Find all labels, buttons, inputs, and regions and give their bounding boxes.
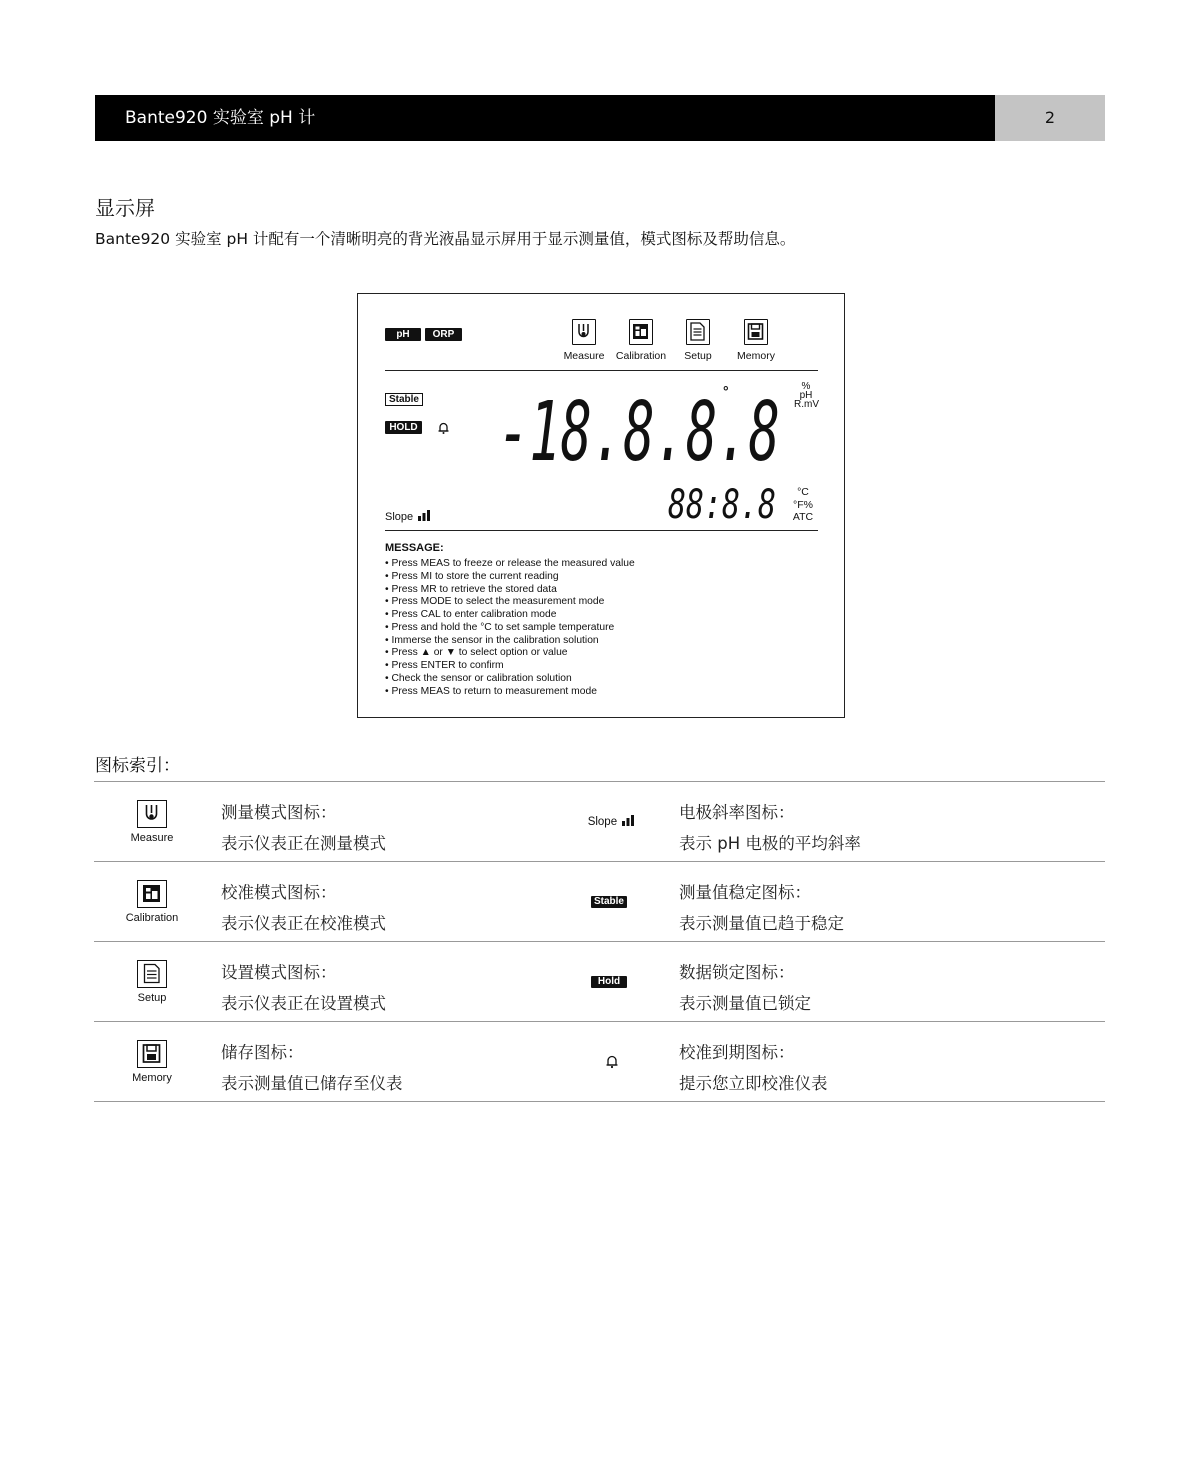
slope-label: Slope xyxy=(587,816,618,828)
table-row xyxy=(94,941,1105,1021)
header-bar xyxy=(95,95,995,141)
table-row xyxy=(94,781,1105,861)
memory-label: Memory xyxy=(132,1072,172,1084)
stable-title: 测量值稳定图标： xyxy=(679,883,811,902)
calibration-due-bell-icon xyxy=(605,1054,619,1069)
section-title: 显示屏 xyxy=(95,196,155,220)
memory-description xyxy=(221,1037,403,1099)
calibration-title: 校准模式图标： xyxy=(221,883,337,902)
index-setup-cell xyxy=(94,942,210,1021)
message-item: • Press MEAS to return to measurement mode xyxy=(385,685,597,697)
unit-percent: % xyxy=(801,381,811,392)
bell-description xyxy=(679,1037,828,1099)
message-item: • Press MR to retrieve the stored data xyxy=(385,583,557,595)
measure-label: Measure xyxy=(563,350,605,362)
stable-text: 表示测量值已趋于稳定 xyxy=(679,914,844,933)
measure-icon xyxy=(137,800,167,828)
unit-celsius: °C xyxy=(797,486,809,498)
bell-text: 提示您立即校准仪表 xyxy=(679,1074,828,1093)
setup-icon xyxy=(137,960,167,988)
slope-title: 电极斜率图标： xyxy=(679,803,795,822)
icon-index-table xyxy=(94,781,1105,1102)
page-number: 2 xyxy=(995,95,1105,141)
setup-title: 设置模式图标： xyxy=(221,963,337,982)
index-stable-cell xyxy=(554,862,670,941)
ph-mode-chip: pH xyxy=(385,328,421,341)
message-item: • Press ENTER to confirm xyxy=(385,660,504,671)
hold-description xyxy=(679,957,811,1019)
bell-title: 校准到期图标： xyxy=(679,1043,795,1062)
memory-title: 储存图标： xyxy=(221,1043,304,1062)
unit-ph: pH xyxy=(799,390,813,401)
slope-indicator xyxy=(385,510,432,523)
message-list xyxy=(385,558,635,698)
slope-text: 表示 pH 电极的平均斜率 xyxy=(679,834,861,853)
memory-text: 表示测量值已储存至仪表 xyxy=(221,1074,403,1093)
message-item: • Check the sensor or calibration solution xyxy=(385,672,572,684)
table-row xyxy=(94,861,1105,941)
unit-fahrenheit: °F% xyxy=(793,498,813,511)
message-title: MESSAGE: xyxy=(385,542,444,554)
index-slope-cell xyxy=(554,782,670,861)
calibration-icon xyxy=(629,319,653,345)
orp-mode-chip: ORP xyxy=(425,328,462,341)
temperature-reading-display xyxy=(668,481,780,523)
index-calibration-cell xyxy=(94,862,210,941)
lcd-divider-top xyxy=(385,370,818,371)
slope-description xyxy=(679,797,861,859)
memory-icon xyxy=(137,1040,167,1068)
stable-indicator: Stable xyxy=(591,896,627,908)
measure-label: Measure xyxy=(130,832,174,844)
slope-bars-icon xyxy=(620,815,636,826)
stable-indicator: Stable xyxy=(385,393,423,406)
setup-label: Setup xyxy=(684,350,712,362)
index-hold-cell xyxy=(554,942,670,1021)
main-reading-value: -18.8.8.8 xyxy=(498,385,780,468)
temperature-reading-value: 88:8.8 xyxy=(668,482,776,523)
measure-title: 测量模式图标： xyxy=(221,803,337,822)
calibration-label: Calibration xyxy=(125,912,179,924)
memory-label: Memory xyxy=(737,350,775,362)
setup-text: 表示仪表正在设置模式 xyxy=(221,994,386,1013)
lcd-divider-bottom xyxy=(385,530,818,531)
measure-icon xyxy=(572,319,596,345)
unit-atc: ATC xyxy=(792,511,814,523)
message-item: • Press MODE to select the measurement mode xyxy=(385,596,605,608)
section-intro: Bante920 实验室 pH 计配有一个清晰明亮的背光液晶显示屏用于显示测量值，模式图标及帮助信息。 xyxy=(95,230,796,248)
index-bell-cell xyxy=(554,1022,670,1101)
main-reading-display xyxy=(498,382,788,468)
setup-icon xyxy=(686,319,710,345)
hold-indicator: Hold xyxy=(591,976,627,988)
table-row xyxy=(94,1021,1105,1102)
calibration-icon xyxy=(137,880,167,908)
slope-label: Slope xyxy=(385,511,414,523)
calibration-due-bell-icon xyxy=(437,421,450,435)
calibration-text: 表示仪表正在校准模式 xyxy=(221,914,386,933)
hold-text: 表示测量值已锁定 xyxy=(679,994,811,1013)
message-item: • Press CAL to enter calibration mode xyxy=(385,609,557,620)
message-item: • Press and hold the °C to set sample temperature xyxy=(385,621,615,633)
index-memory-cell xyxy=(94,1022,210,1101)
lcd-display-illustration xyxy=(357,293,845,718)
document-title: Bante920 实验室 pH 计 xyxy=(125,108,316,128)
index-measure-cell xyxy=(94,782,210,861)
message-item: • Press MI to store the current reading xyxy=(385,570,559,582)
slope-bars-icon xyxy=(416,510,432,521)
measure-description xyxy=(221,797,386,859)
unit-rmv: R.mV xyxy=(794,399,819,410)
message-item: • Immerse the sensor in the calibration solution xyxy=(385,634,599,646)
stable-description xyxy=(679,877,844,939)
message-item: • Press MEAS to freeze or release the measured value xyxy=(385,558,635,569)
setup-label: Setup xyxy=(137,992,167,1004)
setup-description xyxy=(221,957,386,1019)
memory-icon xyxy=(744,319,768,345)
hold-indicator: HOLD xyxy=(385,421,422,434)
hold-title: 数据锁定图标： xyxy=(679,963,795,982)
main-units xyxy=(794,382,818,409)
icon-index-title: 图标索引： xyxy=(95,756,180,776)
measure-text: 表示仪表正在测量模式 xyxy=(221,834,386,853)
calibration-description xyxy=(221,877,386,939)
temperature-units xyxy=(788,486,818,524)
message-item: • Press ▲ or ▼ to select option or value xyxy=(385,647,568,659)
degree-mark: ° xyxy=(723,383,729,399)
calibration-label: Calibration xyxy=(615,350,667,362)
slope-indicator xyxy=(554,815,670,828)
